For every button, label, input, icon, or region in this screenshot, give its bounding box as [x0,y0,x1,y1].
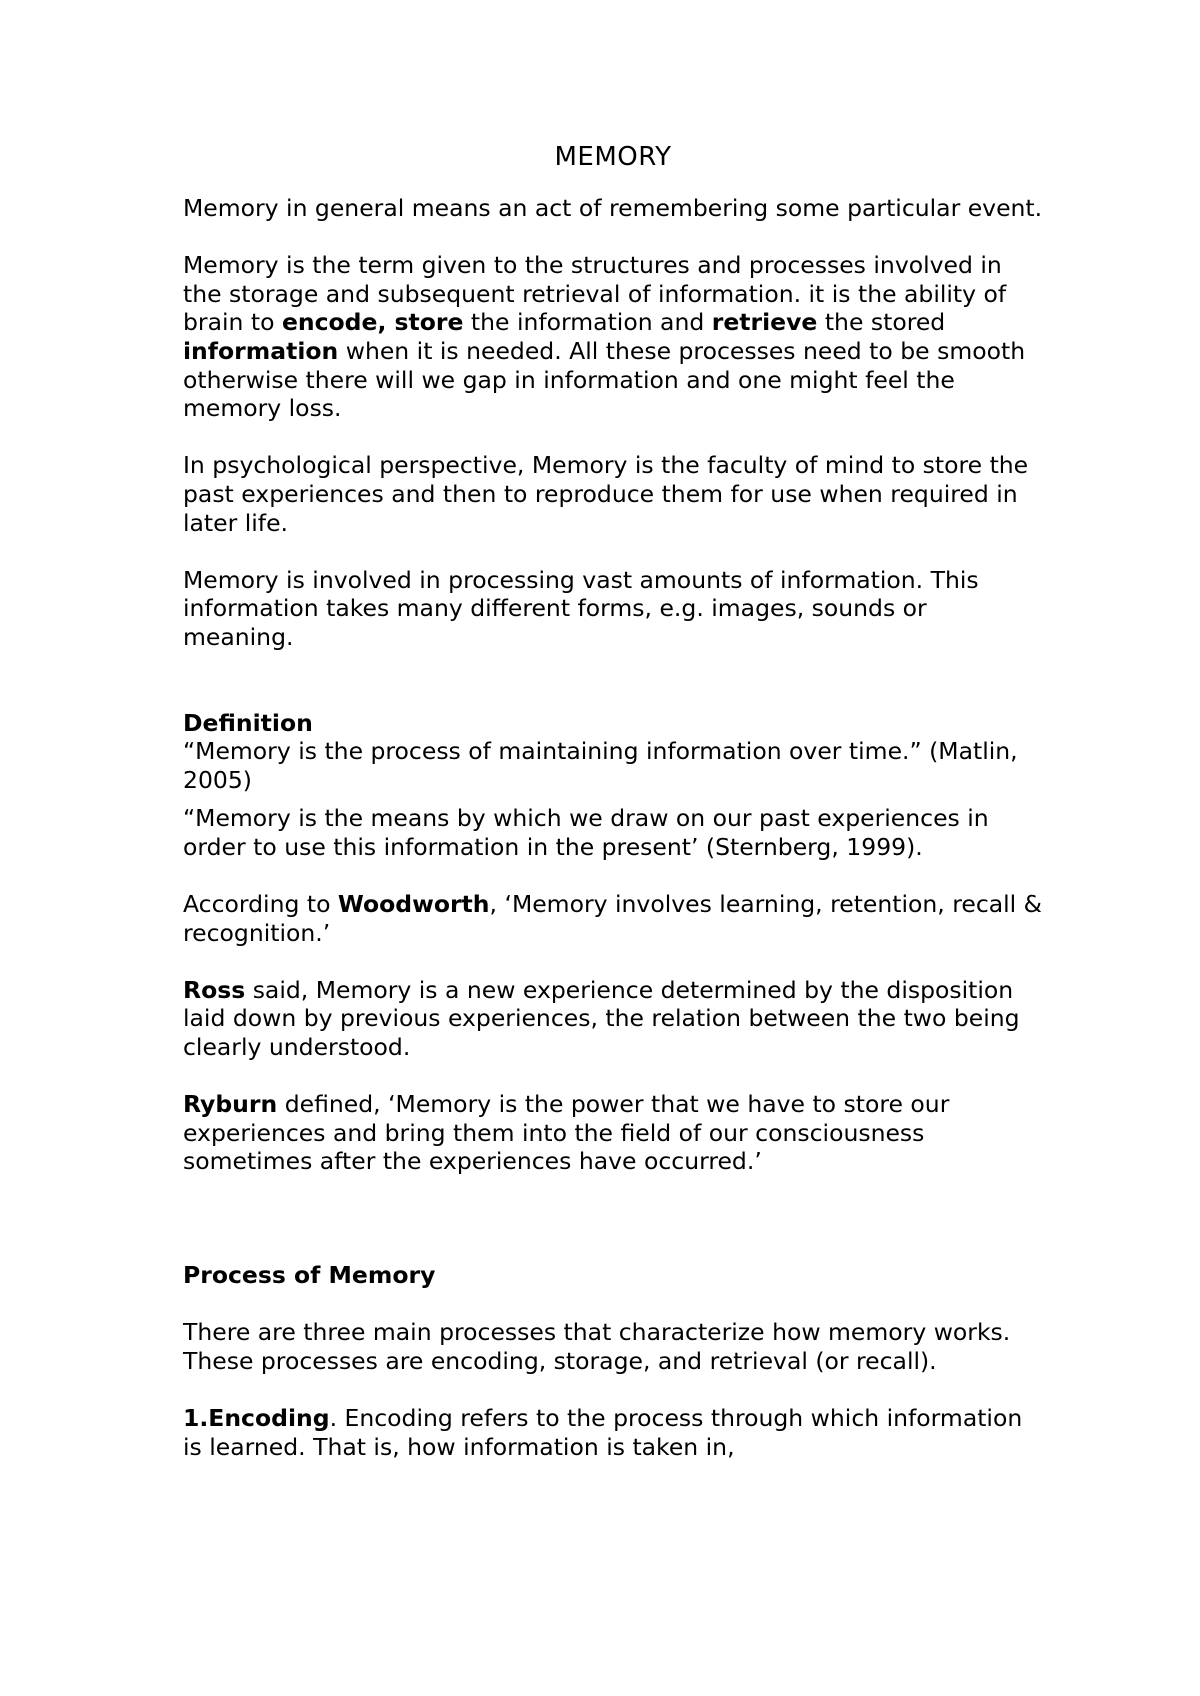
bold-woodworth: Woodworth [337,890,490,919]
paragraph-process-intro: There are three main processes that characterize how memory works. These processes are encoding, storage, and retrieval (or recall). [183,1318,1011,1375]
bold-information: information [183,336,339,365]
bold-ross: Ross [183,975,246,1004]
page-title: MEMORY [554,142,672,172]
paragraph-general-meaning: Memory in general means an act of remembering some particular event. [183,194,1043,222]
quote-matlin: “Memory is the process of maintaining information over time.” (Matlin, 2005) [183,737,1018,794]
process-heading: Process of Memory [183,1261,436,1289]
document-body [183,140,1043,1461]
paragraph-ryburn: Ryburn defined, ‘Memory is the power that we have to store our experiences and bring them into the field of our consciousness sometimes after the experiences have occurred.’ [183,1090,950,1176]
bold-encoding: 1.Encoding [183,1403,330,1432]
paragraph-ross: Ross said, Memory is a new experience determined by the disposition laid down by previous experiences, the relation between the two being clearly understood. [183,975,1020,1062]
bold-retrieve: retrieve [711,308,818,337]
paragraph-processing-information: Memory is involved in processing vast amounts of information. This information takes many different forms, e.g. images, sounds or meaning. [183,565,979,651]
quote-sternberg: “Memory is the means by which we draw on our past experiences in order to use this information in the present’ (Sternberg, 1999). [183,804,989,861]
bold-ryburn: Ryburn [183,1090,278,1119]
definition-heading: Definition [183,708,313,737]
bold-encode-store: encode, store [281,308,464,337]
paragraph-psychological-perspective: In psychological perspective, Memory is the faculty of mind to store the past experiences and then to reproduce them for use when required in later life. [183,451,1029,537]
paragraph-encoding: 1.Encoding. Encoding refers to the process through which information is learned. That is, how information is taken in, [183,1403,1023,1461]
paragraph-term-definition: Memory is the term given to the structures and processes involved in the storage and subsequent retrieval of information. it is the ability of brain to encode, store the information and retrieve the stored information when it is needed. All these processes need to be smooth otherwise there will we gap in information and one might feel the memory loss. [183,251,1026,423]
paragraph-woodworth: According to Woodworth, ‘Memory involves learning, retention, recall & recognition.’ [183,890,1043,947]
